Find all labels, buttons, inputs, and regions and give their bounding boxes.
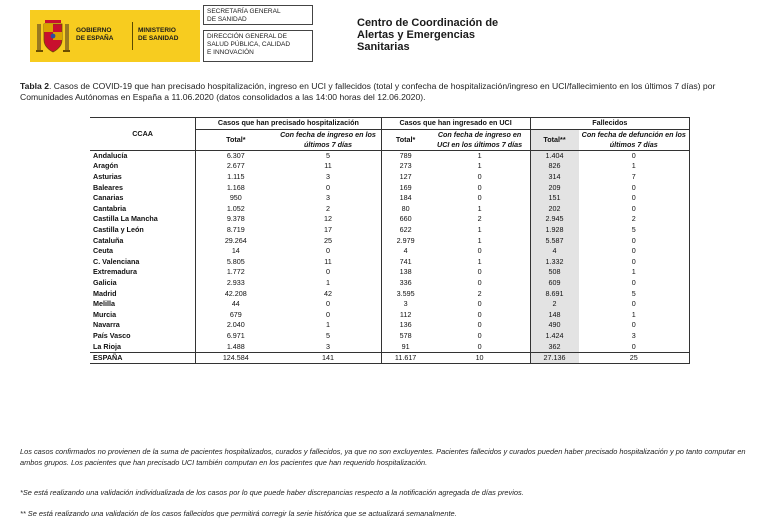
cell-value: 1.928	[530, 225, 578, 236]
cell-value: 679	[196, 310, 276, 321]
ccaa-name: Murcia	[93, 309, 117, 319]
cell-value: 0	[579, 204, 690, 215]
cell-value: 660	[381, 214, 429, 225]
cell-value: 950	[196, 193, 276, 204]
cell-value: 1	[477, 225, 482, 235]
gobierno-label: GOBIERNO DE ESPAÑA	[76, 27, 114, 42]
cell-value: 8.719	[196, 225, 276, 236]
ccaa-name: Castilla y León	[93, 225, 144, 235]
cell-value: 148	[530, 310, 578, 321]
cell-value: 0	[326, 182, 331, 192]
cell-value: 0	[579, 257, 690, 268]
cell-value: 80	[381, 204, 429, 215]
ccaa-name: ESPAÑA	[90, 352, 196, 364]
table-row	[90, 150, 690, 161]
cell-value: 0	[579, 320, 690, 331]
caption-label: Tabla 2	[20, 81, 49, 91]
cell-value: 0	[477, 320, 482, 330]
cell-value: 1.052	[196, 204, 276, 215]
table-row	[90, 214, 690, 225]
cell-value: 2	[326, 203, 331, 213]
centro-title: Centro de Coordinación de Alertas y Emergencias Sanitarias	[357, 17, 499, 53]
cell-value: 27.136	[530, 352, 578, 364]
table-row	[90, 341, 690, 352]
sub-header-hosp-total: Total*	[196, 129, 276, 150]
government-logo	[30, 10, 200, 62]
cell-value: 1.115	[196, 172, 276, 183]
cell-value: 0	[477, 309, 482, 319]
cell-value: 578	[381, 331, 429, 342]
cell-value: 11	[324, 256, 332, 266]
cell-value: 25	[324, 235, 333, 245]
cell-value: 91	[381, 341, 429, 352]
group-fallecidos-header: Fallecidos	[530, 118, 689, 130]
cell-value: 2	[477, 214, 482, 224]
sub-header-uci-total: Total*	[381, 129, 429, 150]
cell-value: 5	[326, 150, 331, 160]
note-general: Los casos confirmados no provienen de la suma de pacientes hospitalizados, curados y fallecidos, ya que no son excluyentes. Pacientes fallecidos y curados pueden haber precisado hospitalización y po tanto computar en ambos grupos. Los pacientes que han precisado UCI también computan en los pacientes que han requerido hospitalización.	[20, 447, 746, 467]
group-hospital-header: Casos que han precisado hospitalización	[196, 118, 381, 130]
cell-value: 12	[324, 214, 333, 224]
ccaa-name: Navarra	[93, 320, 120, 330]
ccaa-name: Madrid	[93, 288, 117, 298]
table-row	[90, 331, 690, 342]
cell-value: 1	[579, 161, 690, 172]
cell-value: 0	[477, 172, 482, 182]
cell-value: 1	[477, 150, 482, 160]
cell-value: 0	[326, 299, 331, 309]
table-row	[90, 267, 690, 278]
table-row	[90, 310, 690, 321]
ccaa-name: Castilla La Mancha	[93, 214, 158, 224]
cell-value: 1	[579, 267, 690, 278]
cell-value: 0	[579, 278, 690, 289]
cell-value: 3.595	[381, 288, 429, 299]
cell-value: 0	[579, 193, 690, 204]
table-row	[90, 288, 690, 299]
ccaa-name: Asturias	[93, 172, 122, 182]
cell-value: 314	[530, 172, 578, 183]
cell-value: 6.307	[196, 150, 276, 161]
ccaa-name: La Rioja	[93, 341, 121, 351]
cell-value: 1.404	[530, 150, 578, 161]
cell-value: 0	[579, 299, 690, 310]
cell-value: 1.488	[196, 341, 276, 352]
table-row	[90, 235, 690, 246]
cell-value: 1	[326, 320, 331, 330]
cell-value: 42.208	[196, 288, 276, 299]
cell-value: 10	[430, 352, 531, 364]
cell-value: 741	[381, 257, 429, 268]
cell-value: 2.979	[381, 235, 429, 246]
cell-value: 789	[381, 150, 429, 161]
table-row	[90, 182, 690, 193]
table-row	[90, 320, 690, 331]
cell-value: 2.945	[530, 214, 578, 225]
cell-value: 4	[381, 246, 429, 257]
cell-value: 3	[579, 331, 690, 342]
direccion-box: DIRECCIÓN GENERAL DE SALUD PÚBLICA, CALIDAD E INNOVACIÓN	[203, 30, 313, 62]
cell-value: 141	[275, 352, 381, 364]
cell-value: 5	[579, 288, 690, 299]
table-row	[90, 225, 690, 236]
cell-value: 5.587	[530, 235, 578, 246]
cell-value: 609	[530, 278, 578, 289]
cell-value: 1.332	[530, 257, 578, 268]
cell-value: 127	[381, 172, 429, 183]
cell-value: 2.933	[196, 278, 276, 289]
cell-value: 124.584	[196, 352, 276, 364]
cell-value: 11.617	[381, 352, 429, 364]
cell-value: 184	[381, 193, 429, 204]
ccaa-name: C. Valenciana	[93, 256, 140, 266]
cell-value: 1	[477, 203, 482, 213]
cell-value: 169	[381, 182, 429, 193]
sub-header-fall-7d: Con fecha de defunción en los últimos 7 días	[579, 129, 690, 150]
cell-value: 273	[381, 161, 429, 172]
cell-value: 0	[326, 267, 331, 277]
cell-value: 112	[381, 310, 429, 321]
group-uci-header: Casos que han ingresado en UCI	[381, 118, 530, 130]
cell-value: 5	[579, 225, 690, 236]
cell-value: 29.264	[196, 235, 276, 246]
cell-value: 17	[324, 225, 333, 235]
cell-value: 3	[326, 193, 331, 203]
cell-value: 1.772	[196, 267, 276, 278]
cell-value: 2.040	[196, 320, 276, 331]
table-total-row	[90, 352, 690, 364]
cell-value: 0	[477, 193, 482, 203]
cell-value: 3	[326, 172, 331, 182]
cell-value: 1	[579, 310, 690, 321]
ccaa-name: Melilla	[93, 299, 115, 309]
cell-value: 0	[477, 278, 482, 288]
cell-value: 1.424	[530, 331, 578, 342]
table-caption	[20, 81, 755, 103]
cell-value: 2.677	[196, 161, 276, 172]
ccaa-name: Baleares	[93, 182, 123, 192]
cell-value: 622	[381, 225, 429, 236]
cell-value: 138	[381, 267, 429, 278]
cell-value: 4	[530, 246, 578, 257]
note-double-asterisk: ** Se está realizando una validación de los casos fallecidos que permitirá corregir la serie histórica que se actualizará semanalmente.	[20, 509, 457, 518]
cell-value: 8.691	[530, 288, 578, 299]
caption-text: . Casos de COVID-19 que han precisado hospitalización, ingreso en UCI y fallecidos (total y confecha de hospitalización/ingreso en UCI/fallecimiento en los últimos 7 días) por Comunidades Autónomas en España a 11.06.2020 (datos consolidados a las 14:00 horas del 12.06.2020).	[20, 81, 716, 102]
cell-value: 0	[477, 246, 482, 256]
sub-header-uci-7d: Con fecha de ingreso en UCI en los últimos 7 días	[430, 129, 531, 150]
note-asterisk: *Se está realizando una validación individualizada de los casos por lo que puede haber discrepancias respecto a la notificación agregada de días previos.	[20, 488, 524, 497]
ccaa-name: Galicia	[93, 278, 117, 288]
ccaa-name: Canarias	[93, 193, 124, 203]
cell-value: 0	[579, 246, 690, 257]
cell-value: 826	[530, 161, 578, 172]
document-header	[0, 0, 768, 70]
ccaa-name: Cantabria	[93, 203, 127, 213]
coat-of-arms-icon	[36, 16, 70, 56]
cell-value: 3	[326, 341, 331, 351]
cell-value: 136	[381, 320, 429, 331]
cell-value: 1	[477, 161, 482, 171]
cell-value: 42	[324, 288, 333, 298]
cell-value: 0	[477, 182, 482, 192]
table-row	[90, 204, 690, 215]
cell-value: 44	[196, 299, 276, 310]
cell-value: 1	[326, 278, 331, 288]
secretaria-box: SECRETARÍA GENERAL DE SANIDAD	[203, 5, 313, 25]
cell-value: 0	[579, 235, 690, 246]
table-row	[90, 193, 690, 204]
ministerio-label: MINISTERIO DE SANIDAD	[138, 27, 179, 42]
sub-header-fall-total: Total**	[530, 129, 578, 150]
cell-value: 2	[579, 214, 690, 225]
ccaa-name: País Vasco	[93, 330, 131, 340]
ccaa-name: Andalucía	[93, 150, 128, 160]
cell-value: 3	[381, 299, 429, 310]
logo-divider	[132, 22, 133, 50]
cell-value: 0	[477, 330, 482, 340]
cell-value: 9.378	[196, 214, 276, 225]
table-row	[90, 278, 690, 289]
sub-header-hosp-7d: Con fecha de ingreso en los últimos 7 días	[275, 129, 381, 150]
ccaa-header: CCAA	[90, 118, 196, 151]
cell-value: 508	[530, 267, 578, 278]
cell-value: 5	[326, 330, 331, 340]
cell-value: 2	[530, 299, 578, 310]
ccaa-name: Aragón	[93, 161, 119, 171]
cell-value: 362	[530, 341, 578, 352]
group-header-row	[90, 118, 690, 130]
cell-value: 0	[326, 246, 331, 256]
cell-value: 14	[196, 246, 276, 257]
cell-value: 490	[530, 320, 578, 331]
table-row	[90, 161, 690, 172]
cell-value: 209	[530, 182, 578, 193]
cell-value: 6.971	[196, 331, 276, 342]
cell-value: 0	[326, 309, 331, 319]
cell-value: 0	[579, 150, 690, 161]
table-row	[90, 257, 690, 268]
cell-value: 202	[530, 204, 578, 215]
cell-value: 1.168	[196, 182, 276, 193]
table-body	[90, 150, 690, 364]
cell-value: 0	[477, 341, 482, 351]
covid-table	[90, 117, 690, 364]
cell-value: 0	[579, 182, 690, 193]
cell-value: 1	[477, 235, 482, 245]
cell-value: 0	[477, 299, 482, 309]
cell-value: 7	[579, 172, 690, 183]
cell-value: 151	[530, 193, 578, 204]
cell-value: 11	[324, 161, 332, 171]
table-row	[90, 246, 690, 257]
table-row	[90, 172, 690, 183]
cell-value: 1	[477, 256, 482, 266]
cell-value: 2	[477, 288, 482, 298]
cell-value: 25	[579, 352, 690, 364]
table-row	[90, 299, 690, 310]
cell-value: 0	[579, 341, 690, 352]
ccaa-name: Cataluña	[93, 235, 124, 245]
ccaa-name: Ceuta	[93, 246, 113, 256]
ccaa-name: Extremadura	[93, 267, 137, 277]
cell-value: 336	[381, 278, 429, 289]
cell-value: 5.805	[196, 257, 276, 268]
cell-value: 0	[477, 267, 482, 277]
